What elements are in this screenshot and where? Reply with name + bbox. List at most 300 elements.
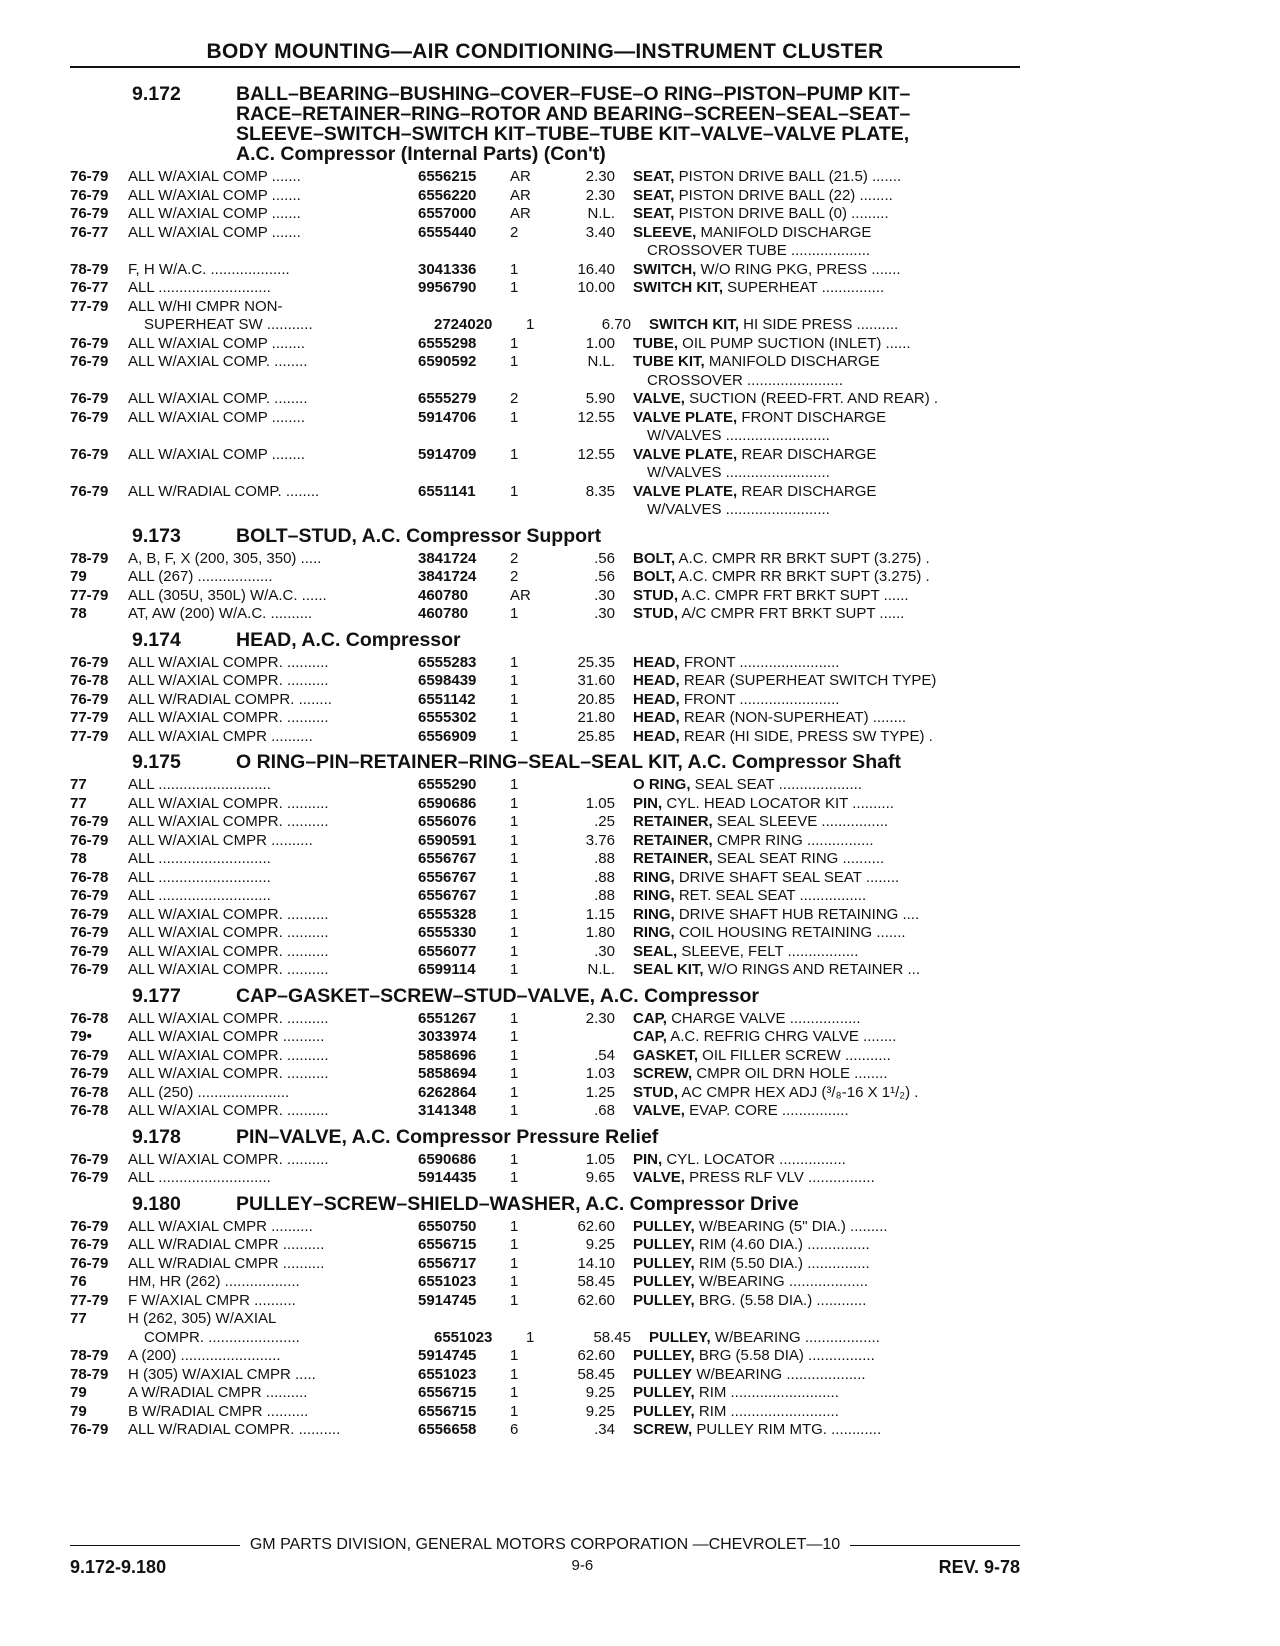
application: ALL W/AXIAL COMP ........ (128, 445, 305, 463)
part-row (70, 906, 1030, 925)
part-number: 6556767 (418, 887, 477, 904)
description (633, 605, 1030, 624)
application (128, 372, 418, 391)
part-number: 5914435 (418, 1169, 477, 1186)
part-description: REAR (NON-SUPERHEAT) ........ (679, 709, 907, 726)
model-year: 76-79 (70, 1236, 109, 1253)
section-number: 9.172 (132, 83, 181, 105)
price: .34 (594, 1421, 615, 1438)
part-row (70, 1010, 1030, 1029)
price: 8.35 (585, 482, 615, 500)
part-description: PISTON DRIVE BALL (0) ......... (674, 205, 889, 222)
price: .30 (594, 942, 615, 960)
description (633, 390, 1030, 409)
quantity: 1 (510, 279, 519, 296)
section-heading (70, 752, 1030, 772)
price: N.L. (587, 353, 615, 370)
part-row (70, 943, 1030, 962)
part-description: PISTON DRIVE BALL (21.5) ....... (674, 168, 902, 185)
description (633, 446, 1030, 465)
description (633, 335, 1030, 354)
price: 25.85 (577, 727, 615, 745)
price (550, 1028, 633, 1047)
application: ALL W/AXIAL COMPR. .......... (128, 709, 329, 726)
application: ALL (305U, 350L) W/A.C. ...... (128, 586, 327, 604)
part-row (70, 587, 1030, 606)
description (633, 1047, 1030, 1066)
part-name: STUD, (633, 586, 678, 604)
part-number: 6551023 (434, 1328, 493, 1346)
part-number: 6551023 (418, 1365, 477, 1383)
part-description: SEAL SEAT RING .......... (712, 850, 885, 867)
model-year: 76-79 (70, 408, 109, 426)
part-row (70, 1084, 1030, 1103)
part-row (70, 832, 1030, 851)
part-number: 6599114 (418, 961, 476, 978)
section-number: 9.180 (132, 1192, 181, 1215)
part-name: SEAL KIT, (633, 961, 704, 978)
part-description: W/BEARING (5" DIA.) ......... (694, 1217, 888, 1235)
part-number (418, 464, 510, 483)
part-row (70, 869, 1030, 888)
application: AT, AW (200) W/A.C. .......... (128, 605, 313, 622)
quantity: 1 (510, 482, 519, 500)
part-name: SCREW, (633, 1065, 693, 1082)
model-year: 76-78 (70, 672, 109, 689)
part-description: A.C. CMPR RR BRKT SUPT (3.275) . (675, 549, 930, 567)
section-number: 9.177 (132, 984, 181, 1007)
description (633, 1421, 1030, 1440)
application: HM, HR (262) .................. (128, 1273, 300, 1290)
application: A W/RADIAL CMPR .......... (128, 1384, 308, 1401)
model-year (70, 501, 128, 520)
application: ALL W/AXIAL COMP ....... (128, 223, 301, 241)
price: 3.40 (585, 223, 615, 241)
part-number: 6551267 (418, 1009, 477, 1027)
price: 9.25 (585, 1384, 615, 1401)
quantity: 1 (510, 727, 519, 745)
part-row (70, 335, 1030, 354)
price: 58.45 (577, 1273, 615, 1290)
application: A (200) ........................ (128, 1347, 281, 1364)
part-row (70, 1102, 1030, 1121)
part-row (70, 961, 1030, 980)
part-row (70, 446, 1030, 465)
part-number: 6550750 (418, 1217, 477, 1235)
description (633, 1102, 1030, 1121)
part-description: SEAL SEAT .................... (690, 776, 862, 793)
description (633, 961, 1030, 980)
part-description: CROSSOVER TUBE ................... (647, 242, 871, 259)
model-year: 76-79 (70, 1421, 109, 1438)
part-number: 2724020 (434, 316, 493, 333)
model-year: 76-79 (70, 445, 109, 463)
model-year: 78-79 (70, 1365, 109, 1383)
quantity (510, 242, 550, 261)
section-title (236, 986, 1030, 1006)
section-title (236, 752, 1030, 772)
part-name: VALVE PLATE, (633, 482, 738, 500)
quantity: 1 (510, 353, 519, 370)
price: .88 (594, 850, 615, 867)
description (633, 1169, 1030, 1188)
model-year: 76-79 (70, 1065, 109, 1082)
quantity: 1 (510, 813, 519, 830)
section-number: 9.173 (132, 524, 181, 547)
part-description: CMPR RING ................ (712, 831, 874, 849)
part-name: STUD, (633, 605, 678, 622)
price: 62.60 (577, 1347, 615, 1364)
part-name: RETAINER, (633, 831, 713, 849)
quantity: 2 (510, 549, 519, 567)
part-number: 6555283 (418, 653, 477, 671)
section-title (236, 1194, 1030, 1214)
application: ALL W/AXIAL CMPR .......... (128, 831, 313, 849)
part-number: 6556077 (418, 942, 477, 960)
part-number: 6555302 (418, 709, 477, 726)
part-row (70, 568, 1030, 587)
model-year: 76-79 (70, 205, 109, 222)
part-row (70, 605, 1030, 624)
part-description: SLEEVE, FELT ................. (677, 942, 859, 960)
section-title (236, 84, 1030, 164)
description (633, 869, 1030, 888)
part-row (70, 242, 1030, 261)
price: 10.00 (577, 279, 615, 296)
part-row (70, 168, 1030, 187)
price (550, 298, 633, 317)
price: .54 (594, 1046, 615, 1064)
model-year (70, 427, 128, 446)
model-year: 76-77 (70, 223, 109, 241)
part-description: W/BEARING ................... (694, 1273, 869, 1290)
model-year: 76-79 (70, 887, 109, 904)
part-description: W/BEARING .................. (710, 1328, 880, 1346)
description (633, 672, 1030, 691)
application: ALL W/RADIAL CMPR .......... (128, 1236, 325, 1253)
footer-page-number: 9-6 (571, 1557, 594, 1574)
part-number: 6555298 (418, 334, 477, 352)
section-title (236, 526, 1030, 546)
price: 62.60 (577, 1291, 615, 1309)
description (633, 242, 1030, 261)
part-row (70, 390, 1030, 409)
part-row (70, 1384, 1030, 1403)
part-description: CYL. LOCATOR ................ (662, 1150, 846, 1168)
description (633, 832, 1030, 851)
price (550, 501, 633, 520)
part-row (70, 1047, 1030, 1066)
section-title-line: O RING–PIN–RETAINER–RING–SEAL–SEAL KIT, A.C. Compressor Shaft (236, 751, 901, 773)
part-row (70, 279, 1030, 298)
part-name: CAP, (633, 1009, 667, 1027)
section-number: 9.174 (132, 628, 181, 651)
quantity: 1 (510, 868, 519, 886)
description (649, 1329, 1030, 1348)
part-row (70, 372, 1030, 391)
part-row (70, 298, 1030, 317)
application: ALL W/AXIAL COMPR. .......... (128, 924, 329, 941)
part-row (70, 316, 1030, 335)
price: 1.03 (585, 1065, 615, 1082)
part-number: 6556767 (418, 868, 477, 886)
part-number: 6556715 (418, 1384, 477, 1401)
part-description: CHARGE VALVE ................. (666, 1009, 861, 1027)
part-description: REAR (SUPERHEAT SWITCH TYPE) (679, 672, 937, 689)
application: B W/RADIAL CMPR .......... (128, 1402, 309, 1420)
part-number: 3041336 (418, 260, 477, 278)
application: ALL W/AXIAL COMPR. .......... (128, 1150, 329, 1168)
part-row (70, 709, 1030, 728)
description (633, 709, 1030, 728)
quantity: 1 (510, 334, 519, 352)
application: ALL W/AXIAL COMP. ........ (128, 390, 308, 407)
part-number: 5858696 (418, 1046, 477, 1064)
quantity: 1 (510, 1236, 519, 1253)
model-year: 79 (70, 568, 87, 585)
part-number: 6551142 (418, 690, 476, 708)
part-number: 6555328 (418, 905, 477, 923)
model-year (70, 1329, 128, 1348)
section-heading (70, 1127, 1030, 1147)
part-row (70, 850, 1030, 869)
model-year: 77-79 (70, 586, 109, 604)
quantity: 1 (526, 316, 535, 333)
model-year: 76-78 (70, 1102, 109, 1119)
part-row (70, 1366, 1030, 1385)
application: ALL W/AXIAL COMP ........ (128, 408, 305, 426)
part-description: REAR DISCHARGE (737, 482, 877, 500)
part-description: COIL HOUSING RETAINING ....... (674, 924, 906, 941)
model-year: 76-79 (70, 1046, 109, 1064)
part-row (70, 776, 1030, 795)
part-number: 6556215 (418, 168, 477, 185)
price: .68 (594, 1102, 615, 1119)
part-number: 6590686 (418, 1150, 477, 1168)
model-year (70, 316, 128, 335)
part-number: 6555330 (418, 924, 477, 941)
description (633, 205, 1030, 224)
section-title (236, 1127, 1030, 1147)
quantity: AR (510, 586, 531, 604)
price: 1.05 (585, 794, 615, 812)
part-row (70, 1169, 1030, 1188)
application: ALL W/RADIAL COMP. ........ (128, 482, 320, 500)
part-row (70, 1403, 1030, 1422)
description (633, 298, 1030, 317)
quantity (510, 1310, 550, 1329)
quantity: 1 (510, 653, 519, 671)
part-description: HI SIDE PRESS .......... (739, 316, 899, 333)
description (633, 813, 1030, 832)
quantity: 1 (510, 690, 519, 708)
part-description: CMPR OIL DRN HOLE ........ (692, 1065, 888, 1082)
part-name: CAP, (633, 1028, 667, 1045)
part-name: HEAD, (633, 653, 680, 671)
part-name: SEAT, (633, 186, 675, 204)
part-description: SEAL SLEEVE ................ (712, 813, 889, 830)
part-name: SEAT, (633, 205, 675, 222)
model-year: 76-79 (70, 1169, 109, 1186)
application: ALL W/AXIAL CMPR .......... (128, 727, 313, 745)
quantity: 1 (510, 605, 519, 622)
part-description: A.C. REFRIG CHRG VALVE ........ (666, 1028, 897, 1045)
part-description: CROSSOVER ....................... (647, 371, 843, 389)
quantity: AR (510, 168, 531, 185)
part-description: FRONT ........................ (679, 653, 840, 671)
description (633, 850, 1030, 869)
part-description: RIM .......................... (694, 1402, 839, 1420)
part-row (70, 205, 1030, 224)
application: ALL W/AXIAL COMPR. .......... (128, 1102, 329, 1119)
description (633, 1292, 1030, 1311)
application: ALL W/AXIAL COMPR. .......... (128, 1046, 329, 1064)
model-year: 77-79 (70, 709, 109, 726)
model-year: 76-79 (70, 653, 109, 671)
quantity: 1 (510, 794, 519, 812)
part-name: BOLT, (633, 549, 676, 567)
footer-revision: REV. 9-78 (938, 1557, 1020, 1577)
part-row (70, 483, 1030, 502)
part-description: SUPERHEAT ............... (723, 279, 885, 296)
part-number (418, 298, 510, 317)
part-row (70, 501, 1030, 520)
part-description: BRG (5.58 DIA) ................ (694, 1347, 875, 1364)
model-year: 77 (70, 776, 87, 793)
part-description: W/VALVES ......................... (647, 464, 830, 481)
part-row (70, 691, 1030, 710)
quantity (510, 372, 550, 391)
part-row (70, 1310, 1030, 1329)
description (633, 1010, 1030, 1029)
section-title-line: PULLEY–SCREW–SHIELD–WASHER, A.C. Compressor Drive (236, 1192, 799, 1215)
price: 5.90 (585, 390, 615, 407)
page-header: BODY MOUNTING—AIR CONDITIONING—INSTRUMENT CLUSTER (206, 40, 884, 63)
part-description: OIL FILLER SCREW ........... (698, 1046, 891, 1064)
price: 2.30 (585, 1009, 615, 1027)
part-number (418, 501, 510, 520)
footer-range: 9.172-9.180 (70, 1557, 167, 1577)
quantity: AR (510, 205, 531, 222)
description (633, 1273, 1030, 1292)
price: 1.15 (585, 905, 615, 923)
part-number: 5914745 (418, 1347, 477, 1364)
quantity: 1 (510, 445, 519, 463)
price: 14.10 (577, 1254, 615, 1272)
quantity: 1 (510, 1009, 519, 1027)
part-description: RIM (5.50 DIA.) ............... (694, 1254, 870, 1272)
application: SUPERHEAT SW ........... (144, 316, 313, 333)
price (550, 1310, 633, 1329)
application: A, B, F, X (200, 305, 350) ..... (128, 549, 322, 567)
description (633, 776, 1030, 795)
price: 2.30 (585, 168, 615, 185)
quantity: 1 (510, 905, 519, 923)
price (550, 427, 633, 446)
part-description: W/VALVES ......................... (647, 427, 830, 444)
section-title-line: CAP–GASKET–SCREW–STUD–VALVE, A.C. Compressor (236, 984, 759, 1007)
part-number: 6598439 (418, 672, 477, 689)
part-row (70, 1347, 1030, 1366)
quantity: 1 (510, 887, 519, 904)
section-heading (70, 986, 1030, 1006)
part-number: 3841724 (418, 549, 477, 567)
model-year: 77-79 (70, 727, 109, 745)
quantity: 1 (510, 1065, 519, 1082)
price: .88 (594, 887, 615, 904)
description (633, 372, 1030, 391)
part-name: PULLEY (633, 1365, 693, 1383)
part-number (418, 427, 510, 446)
part-number: 6555279 (418, 390, 477, 407)
part-number (418, 242, 510, 261)
application: ALL W/AXIAL COMPR. .......... (128, 1065, 329, 1082)
price: 1.25 (585, 1083, 615, 1101)
section-title (236, 630, 1030, 650)
part-description: PRESS RLF VLV ................ (684, 1169, 875, 1186)
model-year: 76-79 (70, 1150, 109, 1168)
description (633, 943, 1030, 962)
part-name: PULLEY, (633, 1254, 695, 1272)
part-description: A.C. CMPR RR BRKT SUPT (3.275) . (675, 568, 930, 585)
quantity: 2 (510, 223, 519, 241)
part-description: RET. SEAL SEAT ................ (674, 887, 867, 904)
part-name: TUBE KIT, (633, 353, 705, 370)
part-number: 5914745 (418, 1291, 477, 1309)
part-name: VALVE PLATE, (633, 408, 738, 426)
description (633, 1403, 1030, 1422)
application: ALL W/AXIAL COMPR. .......... (128, 672, 329, 689)
section-title-line: SLEEVE–SWITCH–SWITCH KIT–TUBE–TUBE KIT–VALVE–VALVE PLATE, (236, 123, 910, 145)
part-name: RING, (633, 905, 675, 923)
quantity: 2 (510, 390, 519, 407)
part-name: PULLEY, (633, 1402, 695, 1420)
part-number: 6555290 (418, 776, 477, 793)
model-year: 76-78 (70, 1009, 109, 1027)
part-name: PULLEY, (633, 1273, 695, 1290)
model-year: 76-79 (70, 942, 109, 960)
application: ALL (267) .................. (128, 568, 273, 585)
quantity (510, 298, 550, 317)
part-name: PULLEY, (633, 1236, 695, 1253)
part-number (418, 1310, 510, 1329)
part-description: DRIVE SHAFT HUB RETAINING .... (674, 905, 920, 923)
quantity: 6 (510, 1421, 519, 1438)
part-row (70, 464, 1030, 483)
model-year: 76-79 (70, 334, 109, 352)
price: 58.45 (577, 1365, 615, 1383)
part-row (70, 187, 1030, 206)
part-number: 3141348 (418, 1102, 477, 1119)
description (633, 1310, 1030, 1329)
description (633, 1218, 1030, 1237)
description (633, 1084, 1030, 1103)
model-year: 77-79 (70, 297, 109, 315)
application (128, 242, 418, 261)
part-number: 6556767 (418, 850, 477, 867)
quantity: 1 (510, 850, 519, 867)
part-description: MANIFOLD DISCHARGE (696, 223, 872, 241)
part-number: 6590686 (418, 794, 477, 812)
section-title-line: HEAD, A.C. Compressor (236, 628, 461, 651)
quantity: 1 (510, 1347, 519, 1364)
part-row (70, 887, 1030, 906)
section-heading (70, 526, 1030, 546)
application: F W/AXIAL CMPR .......... (128, 1291, 296, 1309)
description (633, 691, 1030, 710)
part-row (70, 427, 1030, 446)
model-year: 76-78 (70, 1083, 109, 1101)
